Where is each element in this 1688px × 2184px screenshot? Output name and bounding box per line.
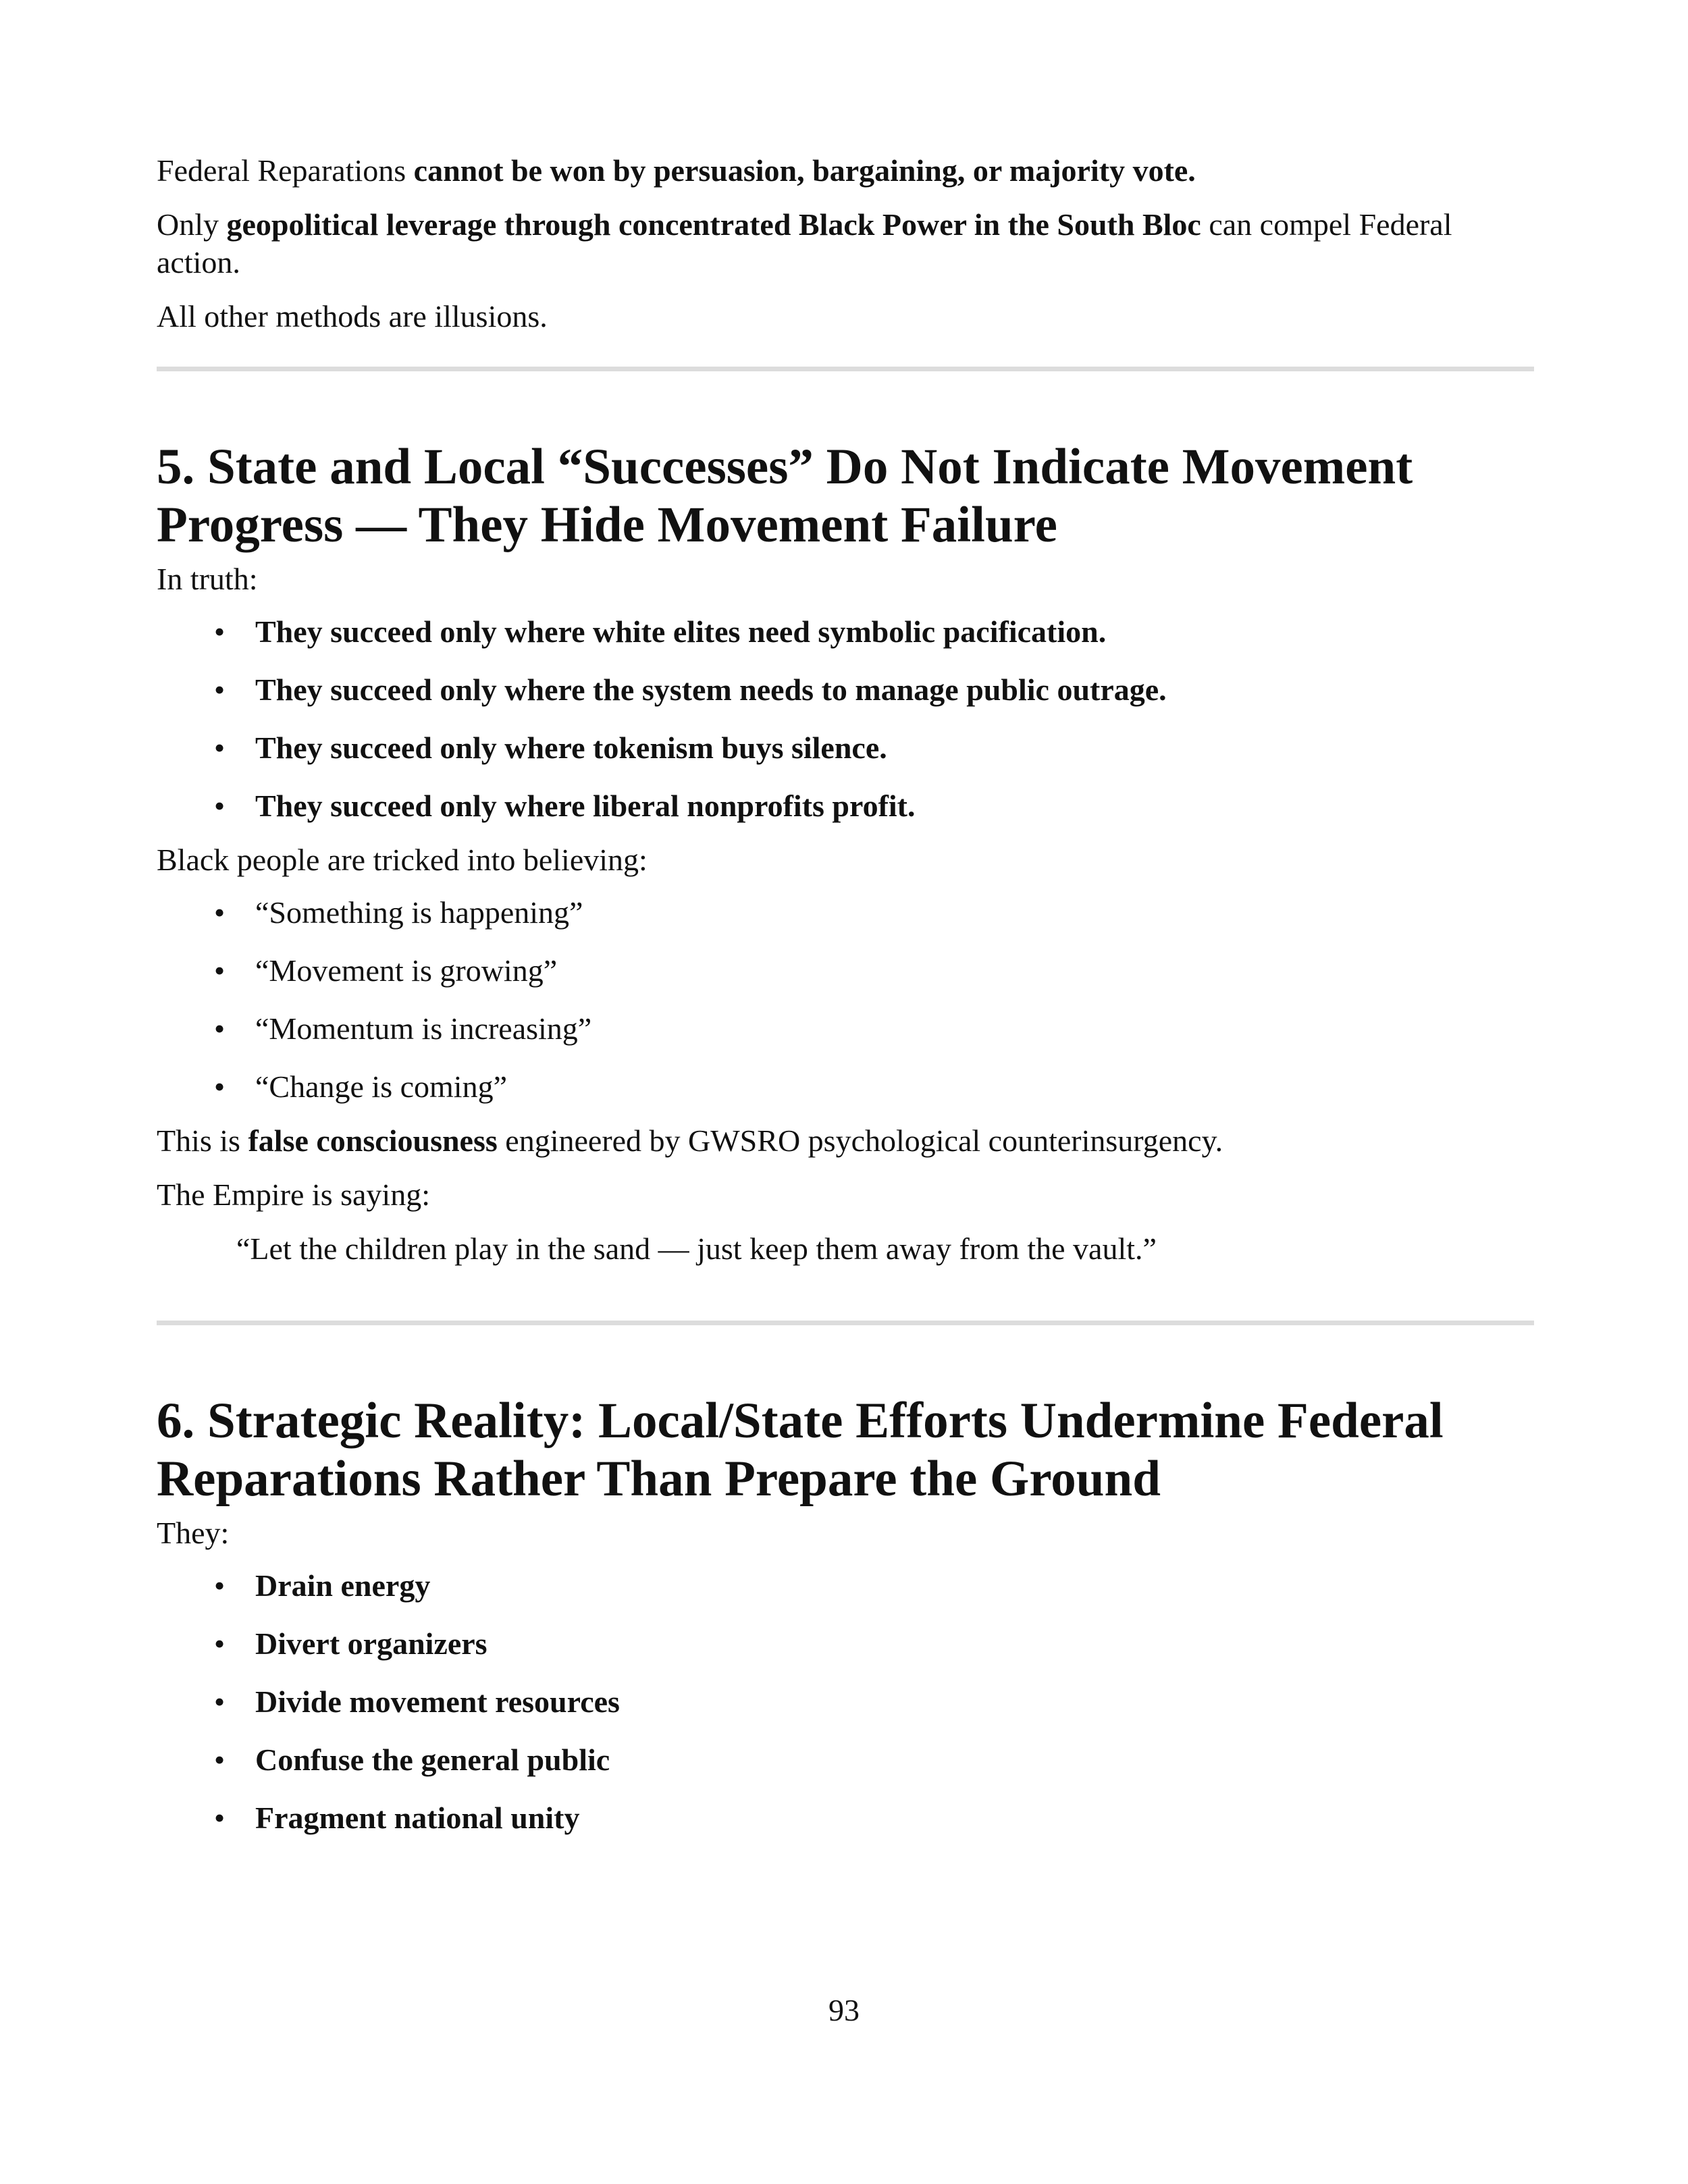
bullet-icon: • xyxy=(214,1684,226,1719)
list-item: • Fragment national unity xyxy=(157,1799,1534,1837)
bullet-icon: • xyxy=(214,953,226,988)
intro-paragraph-3: All other methods are illusions. xyxy=(157,299,548,334)
bullet-icon: • xyxy=(214,1568,226,1603)
bullet-icon: • xyxy=(214,672,226,707)
section-6-heading: 6. Strategic Reality: Local/State Efforts Undermine Federal Reparations Rather Than Prepare the Ground xyxy=(157,1393,1444,1507)
intro-paragraph-2: Only geopolitical leverage through concentrated Black Power in the South Bloc can compel Federal action. xyxy=(157,207,1452,279)
list-item: • “Movement is growing” xyxy=(157,952,1534,990)
bullet-icon: • xyxy=(214,1069,226,1104)
list-item: • Divert organizers xyxy=(157,1625,1534,1663)
list-item: • Drain energy xyxy=(157,1567,1534,1605)
bullet-icon: • xyxy=(214,789,226,823)
section-5-beliefs-list xyxy=(157,894,1534,1106)
list-item: • Confuse the general public xyxy=(157,1741,1534,1779)
bullet-icon: • xyxy=(214,1011,226,1046)
intro-paragraph-1: Federal Reparations cannot be won by persuasion, bargaining, or majority vote. xyxy=(157,153,1196,188)
list-item: • They succeed only where liberal nonprofits profit. xyxy=(157,787,1534,825)
section-6-lead: They: xyxy=(157,1516,230,1550)
section-5-heading: 5. State and Local “Successes” Do Not Indicate Movement Progress — They Hide Movement Failure xyxy=(157,439,1413,553)
list-item: • “Something is happening” xyxy=(157,894,1534,932)
section-5-bullet-list xyxy=(157,613,1534,825)
section-6-bullet-list xyxy=(157,1567,1534,1837)
bullet-icon: • xyxy=(214,1742,226,1777)
list-item: • They succeed only where tokenism buys silence. xyxy=(157,729,1534,767)
bullet-icon: • xyxy=(214,730,226,765)
document-page xyxy=(157,152,1534,1837)
bullet-icon: • xyxy=(214,614,226,649)
list-item: • “Momentum is increasing” xyxy=(157,1010,1534,1048)
bullet-icon: • xyxy=(214,895,226,930)
section-divider xyxy=(157,367,1534,371)
list-item: • Divide movement resources xyxy=(157,1683,1534,1721)
bullet-icon: • xyxy=(214,1801,226,1835)
bullet-icon: • xyxy=(214,1626,226,1661)
page-number: 93 xyxy=(828,1993,860,2027)
section-divider xyxy=(157,1321,1534,1325)
false-consciousness-paragraph: This is false consciousness engineered by GWSRO psychological counterinsurgency. xyxy=(157,1123,1223,1158)
block-quote: “Let the children play in the sand — just keep them away from the vault.” xyxy=(236,1231,1157,1266)
section-5-lead-2: Black people are tricked into believing: xyxy=(157,843,648,877)
section-5-lead: In truth: xyxy=(157,562,258,596)
list-item: • “Change is coming” xyxy=(157,1068,1534,1106)
list-item: • They succeed only where white elites need symbolic pacification. xyxy=(157,613,1534,651)
list-item: • They succeed only where the system needs to manage public outrage. xyxy=(157,671,1534,709)
empire-paragraph: The Empire is saying: xyxy=(157,1177,430,1212)
